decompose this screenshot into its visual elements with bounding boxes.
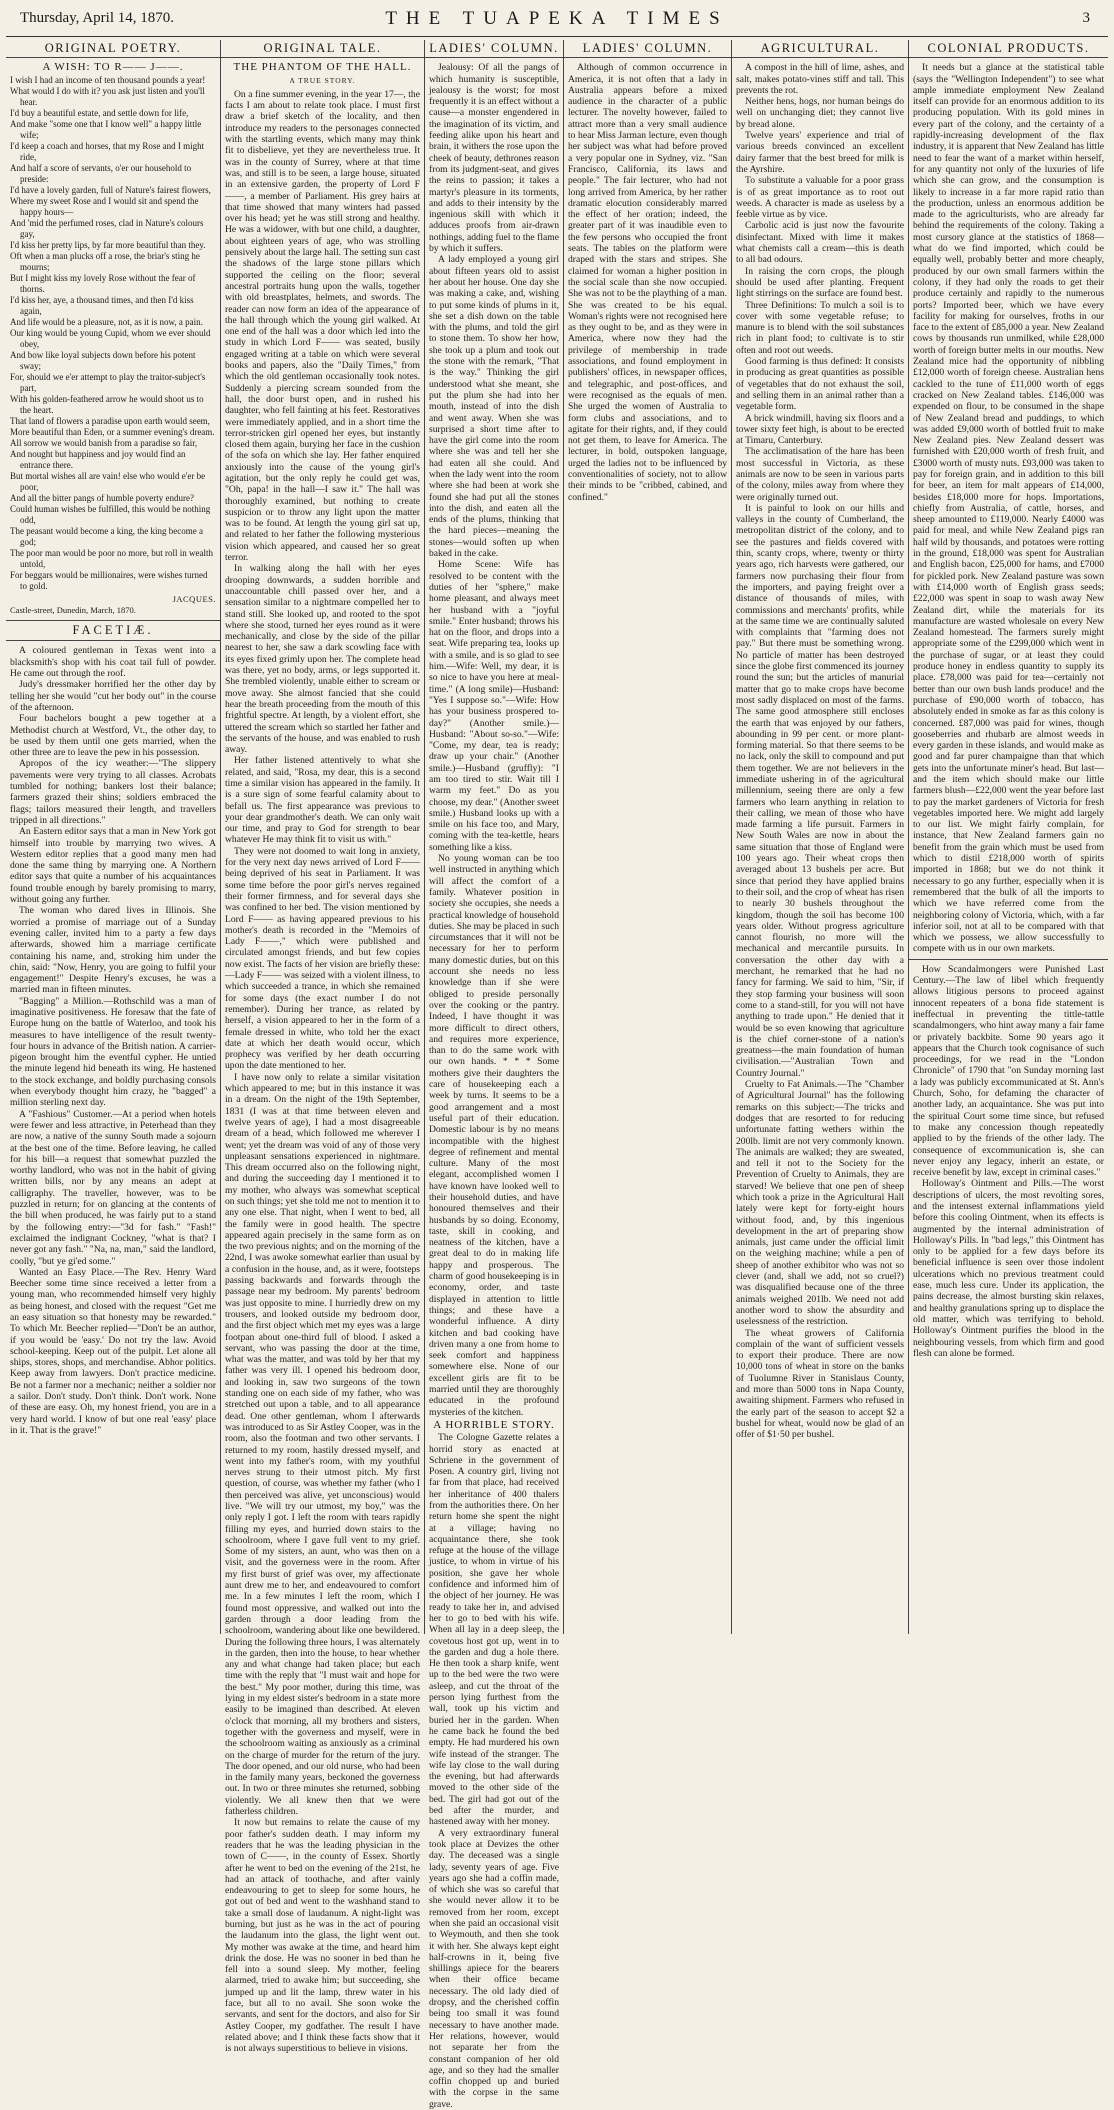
column-heading: LADIES' COLUMN.	[564, 40, 731, 58]
poem-line: I wish I had an income of ten thousand pounds a year!	[10, 74, 206, 85]
story-subtitle: A TRUE STORY.	[289, 75, 356, 85]
poem-line: The poor man would be poor no more, but roll in wealth untold,	[10, 547, 213, 569]
column-tale	[220, 40, 424, 2055]
poem-line: But I might kiss my lovely Rose without the fear of thorns.	[10, 272, 196, 294]
article-paragraph: Three Definitions: To mulch a soil is to cover with some vegetable refuse; to manure is to blend with the soil substances rich in plant food; to cultivate is to stir often and root out weeds.	[736, 299, 904, 356]
masthead	[6, 6, 1108, 37]
article-paragraph: A compost in the hill of lime, ashes, and salt, makes potato-vines stiff and tall. This prevents the rot.	[736, 62, 904, 96]
poem-line: I'd buy a beautiful estate, and settle down for life,	[10, 107, 189, 118]
article-paragraph: To substitute a valuable for a poor grass is of as great importance as to root out weeds. A character is made as useless by a feeble virtue as by vice.	[736, 175, 904, 221]
column-ladies-continued	[563, 40, 731, 1634]
poem-line: Oft when a man plucks off a rose, the briar's sting he mourns;	[10, 250, 200, 272]
article-paragraph: In raising the corn crops, the plough should be used after planting. Frequent light stirrings on the surface are found best.	[736, 265, 904, 300]
section-divider	[6, 640, 220, 641]
column-poetry	[6, 40, 220, 1634]
article-paragraph: The acclimatisation of the hare has been most successful in Victoria, as these animals are now to be seen in various parts of the colony, miles away from where they were originally turned out.	[736, 446, 904, 503]
column-heading: LADIES' COLUMN.	[425, 40, 563, 58]
article-paragraph: Holloway's Ointment and Pills.—The worst descriptions of ulcers, the most revolting sores, and the intensest external inflammations yield before this cooling Ointment, when its effects is augmented by the internal administration of Holloway's Pills. In "bad legs," this Ointment has only to be applied for a few days before its beneficial influence is seen over those indolent ulcerations which no previous treatment could ease, much less cure. Under its application, the pains decrease, the almost bursting skin relaxes, and healthy granulations spring up to displace the old matter, which was terrifying to behold. Holloway's Ointment purifies the blood in the neighbouring vessels, from which firm and good flesh can alone be formed.	[913, 1178, 1104, 1359]
poem-line: What would I do with it? you ask just listen and you'll hear.	[10, 85, 205, 107]
column-heading: AGRICULTURAL.	[732, 40, 908, 58]
column-agricultural	[731, 40, 908, 1634]
article-paragraph: A brick windmill, having six floors and a tower sixty feet high, is about to be erected at Timaru, Canterbury.	[736, 412, 904, 447]
columns	[6, 40, 1108, 2110]
poem-line: Our king would be young Cupid, whom we ever should obey,	[10, 327, 211, 349]
poem-line: For, should we e'er attempt to play the traitor-subject's part,	[10, 371, 206, 393]
facetiae-item: "Bagging" a Million.—Rothschild was a man of imaginative positiveness. He foresaw that the fate of Europe hung on the battle of Waterloo, and took his measures to have intelligence of the result twenty-four hours in advance of the British nation. A carrier-pigeon brought him the eventful cypher. He untied the minute legend hid beneath its wing. He hastened to the stock exchange, and boldly purchasing consols when everybody thought him crazy, he "bagged" a million sterling next day.	[10, 995, 216, 1109]
article-title: A HORRIBLE STORY.	[433, 1418, 555, 1431]
poem-line: But mortal wishes all are vain! else who would e'er be poor,	[10, 470, 206, 492]
poem-line: And bow like loyal subjects down before his potent sway;	[10, 349, 196, 371]
facetiae-item: An Eastern editor says that a man in New York got himself into trouble by marrying two wives. A Western editor replies that a good many men had done the same thing by marrying one. A Northern editor says that quite a number of his acquaintances found trouble enough by barely promising to marry, without going any further.	[10, 826, 216, 906]
story-paragraph: In walking along the hall with her eyes drooping downwards, a sudden horrible and unaccountable chill passed over her, and a sensation similar to a nightmare compelled her to stand still. She looked up, and rooted to the spot where she stood, turned her eyes round as it were mechanically, and close by the side of the pillar nearest to her, she saw a dark scowling face with its eyes fixed grimly upon her. The complete head was there, yet no body, arms, or legs supported it. She trembled violently, unable either to scream or move away. She almost fancied that she could hear the breath proceeding from the mouth of this frightful spectre. At length, by a violent effort, she uttered the scream which so startled her father and the servants of the house, and was enabled to rush away.	[225, 563, 420, 756]
facetiae-item: A "Fashious" Customer.—At a period when hotels were fewer and less attractive, in Peterhead than they are now, a native of the sunny South made a sojourn at the best one of the time. Before leaving, he called for his bill—a request that somewhat puzzled the worthy landlord, who was not in the habit of giving written bills, nor by any means an adept at calligraphy. The traveller, however, was to be puzzled in return; for on glancing at the contents of the bill when produced, he was fairly put to a stand by the following entry:—"3d for fash." "Fash!" exclaimed the indignant Cockney, "what is that? I never got any fash." "Na, na, man," said the landlord, coolly, "but ye gi'ed some."	[10, 1108, 216, 1267]
poem-signature: JACQUES.	[172, 593, 216, 604]
poem-body	[10, 75, 216, 592]
article-paragraph: The Cologne Gazette relates a horrid story as enacted at Schriene in the government of Posen. A country girl, living not far from that place, had received her inheritance of 400 thalers from the authorities there. On her return home she spent the night at a village; having no acquaintance there, she took refuge at the house of the village justice, to whom in virtue of his position, she gave her whole confidence and informed him of the object of her journey. He was ready to take her in, and advised her to go to bed with his wife. When all lay in a deep sleep, the covetous host got up, went in to the garden and dug a hole there. He then took a sharp knife, went up to the bed were the two were asleep, and cut the throat of the person lying furthest from the wall, took up his victim and buried her in the garden. When he came back he found the bed empty. He had murdered his own wife instead of the stranger. The wife lay close to the wall during the evening, but had afterwards moved to the other side of the bed. The girl had got out of the bed after the murder, and hastened away with her money.	[429, 1432, 559, 1828]
poem-line: More beautiful than Eden, or a summer evening's dream.	[10, 426, 215, 437]
article-paragraph: How Scandalmongers were Punished Last Century.—The law of libel which frequently allows litigious persons to proceed against innocent repeaters of a bona fide statement is ineffectual in preventing the tittle-tattle scandalmongers, who hint away many a fair fame or privately backbite. Some 90 years ago it appears that the Church took cognisance of such proceedings, for we read in the "London Chronicle" of 1790 that "on Sunday morning last a lady was publicly excommunicated at St. Ann's Church, Soho, for defaming the character of another lady, an acquaintance. She was put into the spiritual Court some time since, but refused to make any concession though repeatedly applied to by the friends of the other lady. The consequence of excommunication is, she can never enjoy any legacy, inherit an estate, or receive benefit by law, except in criminal cases."	[913, 963, 1104, 1179]
facetiae-item: Apropos of the icy weather:—"The slippery pavements were very trying to all classes. Acrobats tumbled for nothing; bankers lost their balance; farmers grazed their shins; soldiers embraced the flags; tailors measured their length, and travellers tripped in all directions."	[10, 758, 216, 826]
poem-line: And make "some one that I know well" a happy little wife;	[10, 118, 202, 140]
poem-line: Could human wishes be fulfilled, this would be nothing odd,	[10, 503, 211, 525]
section-divider	[6, 620, 220, 621]
poem-line: That land of flowers a paradise upon earth would seem,	[10, 415, 210, 426]
article-paragraph: A very extraordinary funeral took place at Devizes the other day. The deceased was a single lady, seventy years of age. Five years ago she had a coffin made, of which she was so careful that she would never allow it to be removed from her room, except when she paid an occasional visit to Weymouth, and then she took it with her. She always kept eight half-crowns in it, being five shillings apiece for the bearers when their office became necessary. The old lady died of dropsy, and the cherished coffin being too small it was found necessary to have another made. Her relations, however, would not separate her from the constant companion of her old age, and so they had the smaller coffin chopped up and buried with the corpse in the same grave.	[429, 1827, 559, 2110]
poem-line: And all the bitter pangs of humble poverty endure?	[10, 492, 194, 503]
poem-line: All sorrow we would banish from a paradise so fair,	[10, 437, 198, 448]
article-paragraph: Neither hens, hogs, nor human beings do well on unchanging diet; they cannot live by bread alone.	[736, 96, 904, 130]
poem-line: And 'mid the perfumed roses, clad in Nature's colours gay,	[10, 217, 204, 239]
story-title: THE PHANTOM OF THE HALL.	[233, 61, 412, 74]
poem-line: Where my sweet Rose and I would sit and spend the happy hours—	[10, 195, 199, 217]
issue-date: Thursday, April 14, 1870.	[20, 10, 175, 26]
article-paragraph: No young woman can be too well instructed in anything which will affect the comfort of a family. Whatever position in society she occupies, she needs a practical knowledge of household duties. She may be placed in such circumstances that it will not be necessary for her to perform many domestic duties, but on this account she needs no less knowledge than if she were obliged to preside personally over the cooking or the pantry. Indeed, I have thought it was more difficult to direct others, and requires more experience, than to do the same work with our own hands. * * * Some mothers give their daughters the care of housekeeping each a week by turns. It seems to be a good arrangement and a most useful part of their education. Domestic labour is by no means incompatible with the highest degree of refinement and mental culture. Many of the most elegant, accomplished women I have known have looked well to their household duties, and have honoured themselves and their husbands by so doing. Economy, taste, skill in cooking, and neatness of the kitchen, have a great deal to do in making life happy and prosperous. The charm of good housekeeping is in economy, order, and taste displayed in attention to little things; and these have a wonderful influence. A dirty kitchen and bad cooking have driven many a one from home to seek comfort and happiness somewhere else. None of our excellent girls are fit to be married until they are thoroughly educated in the profound mysteries of the kitchen.	[429, 853, 559, 1418]
article-paragraph: It is painful to look on our hills and valleys in the county of Cumberland, the metropolitan district of the colony, and to see the pastures and fields covered with thin, scanty crops, where, twenty or thirty years ago, rich harvests were gathered, our farmers now purchasing their flour from the importers, and paying freight over a distance of thousands of miles, with commissions and merchants' profits, while at the same time we are continually saluted with complaints that "farming does not pay." But there must be something wrong. No particle of matter has been destroyed since the globe first commenced its journey round the sun; but the articles of manurial matter that go to make crops have become most sadly displaced on most of the farms. The same good atmosphere still encloses the earth that was enjoyed by our fathers, abounding in 99 per cent. or more plant-forming material. So that there seems to be no lack, only the skill to compound and put them together. We are not believers in the immediate ushering in of the agricultural millennium, seeing there are only a few farmers who learn anything in relation to their calling, we mean of those who have made farming a life pursuit. Farmers in New South Wales are now in about the same situation that those of England were 100 years ago. Their wheat crops then averaged about 13 bushels per acre. But since that period they have applied brains to their soil, and the crop of wheat has risen to nearly 30 bushels throughout the kingdom, though the soil has become 100 years older. Without progress agriculture cannot flourish, no more will the mechanical and mercantile pursuits. In conversation the other day with a merchant, he remarked that he had no fancy for farming. We said to him, "Sir, if they stop farming your business will soon come to a stand-still, for you will not have anything to trade upon." He denied that it would be so even knowing that agriculture is the chief corner-stone of a nation's greatness—the main foundation of human civilisation.—"Australian Town and Country Journal."	[736, 502, 904, 1079]
column-heading: ORIGINAL TALE.	[221, 40, 424, 58]
facetiae-item: Judy's dressmaker horrified her the other day by telling her she would "cut her body out" in the course of the afternoon.	[10, 679, 216, 713]
story-paragraph: Her father listened attentively to what she related, and said, "Rosa, my dear, this is a second time a similar vision has appeared in the family. It is a sure sign of some fearful calamity about to befall us. The first appearance was previous to your dear grandmother's death. We can only wait our time, and pray to God for strength to bear whatever He may think fit to visit us with."	[225, 755, 420, 846]
poem-line: The peasant would become a king, the king become a god;	[10, 525, 203, 547]
article-paragraph: Twelve years' experience and trial of various breeds convinced an excellent dairy farmer that the best breed for milk is the Ayrshire.	[736, 130, 904, 175]
poem-line: And life would be a pleasure, not, as it is now, a pain.	[10, 316, 203, 327]
section-divider	[909, 959, 1108, 960]
poem-line: And half a score of servants, o'er our household to preside:	[10, 162, 192, 184]
poem-line: For beggars would be millionaires, were wishes turned to gold.	[10, 569, 208, 591]
facetiae-item: Four bachelors bought a pew together at a Methodist church at Westford, Vt., the other day, to be used by them until one gets married, when the other three are to leave the pew in his possession.	[10, 713, 216, 759]
poem-dateline: Castle-street, Dunedin, March, 1870.	[10, 604, 136, 615]
facetiae-item: Wanted an Easy Place.—The Rev. Henry Ward Beecher some time since received a letter from a young man, who recommended himself very highly as being honest, and closed with the request "Get me an easy situation so that honesty may be rewarded." To which Mr. Beecher replied—"Don't be an author, if you would be 'easy.' Do not try the law. Avoid school-keeping. Keep out of the pulpit. Let alone all ships, stores, shops, and merchandise. Abhor politics. Keep away from lawyers. Don't practice medicine. Be not a farmer nor a mechanic; neither a soldier nor a sailor. Don't study. Don't think. Don't work. None of these are easy. Oh, my honest friend, you are in a very hard world. I know of but one real 'easy' place in it. That is the grave!"	[10, 1266, 216, 1436]
poem-title: A WISH: TO R—— J——.	[42, 61, 184, 74]
poem-line: I'd kiss her pretty lips, by far more beautiful than they.	[10, 239, 206, 250]
poem-line: I'd kiss her, aye, a thousand times, and then I'd kiss again,	[10, 294, 194, 316]
article-paragraph: It needs but a glance at the statistical table (says the "Wellington Independent") to see what ample immediate employment New Zealand itself can provide for an enormous addition to its producing population. With its gold mines in every part of the colony, and the certainty of a rapidly-increasing development of the flax industry, it is apparent that New Zealand has little need to fear the want of a market within herself, for any quantity not only of the luxuries of life which she can grow, and the consumption is likely to increase in a far more rapid ratio than the production, unless an enormous addition be made to the agriculturists, who are already far behind the requirements of the colony. Taking a most cursory glance at the statistics of 1868—what do we find imported, which could be equally well, probably better and more cheaply, produced by our own small farmers within the colony, if they had only the roads to get their produce certainly and rapidly to the numerous ports? Imported beer, which we have every facility for making for ourselves, froths in our face to the extent of £85,000 a year. New Zealand cows by thousands run unmilked, while £28,000 worth of foreign butter melts in our mouths. New Zealand mice had the opportunity of nibbling £12,000 worth of foreign cheese. Australian hens cackled to the tune of £11,000 worth of eggs cracked on New Zealand tables. £146,000 was expended on flour, to be consumed in the shape of New Zealand bread and puddings, to which was added £9,000 worth of bottled fruit to make New Zealand pies. New Zealand dessert was furnished with £20,000 worth of fresh fruit, and £3000 worth of musty nuts. £93,000 was taken to pay for foreign grain, and in addition to this bill for beer, an item for malt appears of £14,000, besides £18,000 more for hops. Importations, chiefly from Australia, of cattle, horses, and sheep amounted to £119,000. Nearly £4000 was paid for meal, and while New Zealand pigs ran half wild by thousands, and potatoes were rotting in the ground, £18,000 was spent for Australian and English bacon, £25,000 for hams, and £7000 for pickled pork. New Zealand pasture was sown with £14,000 worth of English grass seeds; £22,000 was spent in soap to wash away New Zealand dirt, while the materials for its manufacture are wasted wholesale on every New Zealand homestead. The farmers surely might appropriate some of the £299,000 which went in the purchase of sugar, or at least they could produce honey in endless quantity to supply its place. £78,000 was paid for tea—certainly not better than our own bush lands produce! and the purchase of £90,000 worth of tobacco, has absolutely ended in smoke as far as this colony is concerned. £87,000 was paid for wines, though gooseberries and rhubarb are almost weeds in every garden in these islands, and would make as good and far purer champaigne than that which gets into the unfortunate miner's head. But last—and the item which should make our little farmers blush—£22,000 went the year before last to pay the market gardeners of Victoria for fresh vegetables imported here. We might add largely to our list. We might fairly complain, for instance, that New Zealand farmers gain no benefit from the grain which must be used from which to distil £218,000 worth of spirits imported in 1868; but we do not think it necessary to go any further, especially when it is remembered that the bulk of all the imports to which we have referred come from the neighboring colony of Victoria, which, with a far inferior soil, not at all to be compared with that which we possess, we allow successfully to compete with us in our own markets.	[913, 62, 1104, 955]
article-paragraph: The wheat growers of California complain of the want of sufficient vessels to export their produce. There are now 10,000 tons of wheat in store on the banks of Tuolumne River in Stanislaus County, and more than 5000 tons in Napa County, awaiting shipment. Farmers who refused in the early part of the season to accept $2 a bushel for wheat, would now be glad of an offer of $1·50 per bushel.	[736, 1327, 904, 1441]
newspaper-title: THE TUAPEKA TIMES	[385, 8, 729, 29]
article-paragraph: Home Scene: Wife has resolved to be content with the duties of her "sphere," make home pleasant, and always meet her husband with a "joyful smile." Enter husband; throws his hat on the floor, and drops into a seat. Wife preparing tea, looks up with a smile, and is so glad to see him.—Wife: Well, my dear, it is so nice to have you here at meal-time." (A long smile)—Husband: "Yes I suppose so."—Wife: How has your business prospered to-day?" (Another smile.)—Husband: "About so-so."—Wife: "Come, my dear, tea is ready; draw up your chair." (Another smile.)—Husband (gruffly): "I am too tired to stir. Wait till I warm my feet." Do as you choose, my dear." (Another sweet smile.) Husband looks up with a smile on his face too, and Mary, coming with the tea-kettle, hears something like a kiss.	[429, 559, 559, 853]
article-paragraph: Good farming is thus defined: It consists in producing as great quantities as possible of vegetables that do not exhaust the soil, and selling them in an animal rather than a vegetable form.	[736, 356, 904, 413]
story-paragraph: On a fine summer evening, in the year 17—, the facts I am about to relate took place. I must first draw a brief sketch of the locality, and then introduce my readers to the personages connected with the startling events, which many may think fit to disbelieve, yet they are nevertheless true. It was in the county of Surrey, where at that time was, and still is to be seen, a large house, situated in an extensive garden, the property of Lord F——, a member of Parliament. His grey hairs at that time showed that many winters had passed over his head; yet he was still strong and healthy. He was a widower, with but one child, a daughter, about eighteen years of age, who was strolling pensively about the large hall. The setting sun cast the shadows of the large stone pillars which supported the ceiling on the floor; several ancestral portraits hung upon the walls, together with old breastplates, helmets, and swords. The reader can now form an idea of the appearance of the hall through which the young girl walked. At one end of the hall was a door which led into the study in which Lord F—— was seated, busily engaged writing at a table on which were several books and papers, also the "Daily Times," from which the old gentleman occasionally took notes. Suddenly a piercing scream sounded from the hall, the door burst open, and in rushed his daughter, who fell fainting at his feet. Restoratives were immediately applied, and in a short time the terror-stricken girl opened her eyes, but instantly closed them again, burying her face in the cushion of the sofa on which she lay. Her father enquired anxiously into the cause of the young girl's agitation, but the only reply he could get was, "Oh, papa! in the hall—I saw it." The hall was thoroughly examined, but nothing to create suspicion or to throw any light upon the matter was to be found. At length the young girl sat up, and related to her father the following mysterious vision which appeared, and caused her so great terror.	[225, 88, 420, 564]
poem-line: I'd keep a coach and horses, that my Rose and I might ride,	[10, 140, 205, 162]
page-number: 3	[1082, 10, 1090, 26]
column-heading: COLONIAL PRODUCTS.	[909, 40, 1108, 58]
poem-line: And nought but happiness and joy would find an entrance there.	[10, 448, 186, 470]
story-paragraph: I have now only to relate a similar visitation which appeared to me; but in this instance it was in a dream. On the night of the 19th September, 1831 (I was at that time between eleven and twelve years of age), I had a most disagreeable dream of a head, which followed me wherever I went; yet the dream was void of any of those very unpleasant sensations experienced in nightmare. This dream occurred also on the following night, and during the succeeding day I mentioned it to my mother, who always was somewhat sceptical on such things; yet she told me not to mention it to any one else. That night, when I went to bed, all the family were in good health. The spectre appeared again precisely in the same form as on the two previous nights; and on the morning of the 22nd, I was awoke somewhat earlier than usual by a confusion in the house, and, as it were, footsteps passing backwards and forwards through the passage near my bedroom. My parents' bedroom was just opposite to mine. I hurriedly drew on my trousers, and looked outside my bedroom door, and the first object which met my eyes was a large footpan about one-third full of blood. I asked a servant, who was passing the door at the time, what was the matter, and was told by her that my father was very ill. I opened his bedroom door, and looking in, saw two surgeons of the town standing one on each side of my father, who was stretched out upon a table, and to all appearance dead. One other gentleman, whom I afterwards was introduced to as Sir Astley Cooper, was in the room, also the footman and two other servants. I returned to my room, hastily dressed myself, and went into my father's room, with my youthful nerves strung to their utmost pitch. My first question, of course, was whether my father (who I then perceived was alive, yet unconscious) would live. "We will try our utmost, my boy," was the only reply I got. I left the room with tears rapidly filling my eyes, and hurried down stairs to the schoolroom, where I gave full vent to my grief. Some of my sisters, an aunt, who was then on a visit, and the governess were in the room. After my first burst of grief was over, my affectionate aunt drew me to her, and endeavoured to comfort me. In a few minutes I left the room, which I found most oppressive, and walked out into the garden through a door leading from the schoolroom, wandering about like one bewildered. During the following three hours, I was alternately in the garden, then into the house, to hear whether any and what change had taken place; but each time with the reply that "I must wait and hope for the best." My poor mother, during this time, was lying in my eldest sister's bedroom in a state more easily to be imagined than described. At eleven o'clock that morning, all my brothers and sisters, together with the governess and myself, were in the schoolroom waiting as anxiously as a criminal on the charge of murder for the return of the jury. The door opened, and our old nurse, who had been in the family many years, beckoned the governess out. In two or three minutes she returned, sobbing violently. We all knew then that we were fatherless children.	[225, 1071, 420, 1818]
article-paragraph: Cruelty to Fat Animals.—The "Chamber of Agricultural Journal" has the following remarks on this subject:—The tricks and dodges that are resorted to for reducing unfortunate fatting wethers within the 200lb. limit are not very commonly known. The animals are walked; they are sweated, and tell it not to the Society for the Prevention of Cruelty to Animals, they are starved! We believe that one pen of sheep which took a prize in the Agricultural Hall lately were kept for forty-eight hours without food, and, by this ingenious development in the art of preparing show animals, just came under the official limit on the weighing machine; while a pen of sheep of another exhibitor who was not so clever (and, shall we add, not so cruel?) was disqualified because one of the three animals weighed 201lb. We need not add another word to show the absurdity and uselessness of the restriction.	[736, 1079, 904, 1328]
facetiae-heading: FACETIÆ.	[72, 623, 154, 638]
poem-line: I'd have a lovely garden, full of Nature's fairest flowers,	[10, 184, 211, 195]
story-paragraph: It now but remains to relate the cause of my poor father's sudden death. I may inform my readers that he was the leading physician in the town of C——, in the county of Essex. Shortly after he went to bed on the evening of the 21st, he had an attack of toothache, and after vainly endeavouring to get to sleep for some hours, he got out of bed and went to the washhand stand to take a small dose of laudanum. A night-light was burning, but just as he was in the act of pouring the laudanum into the glass, the light went out. My mother was awake at the time, and heard him drink the dose. He was no sooner in bed than he fell into a sound sleep. My mother, feeling alarmed, tried to awake him; but succeeding, she jumped up and lit the lamp, threw water in his face, but all to no avail. She soon woke the servants, and sent for the doctors, and also for Sir Astley Cooper, my godfather. The result I have related above; and I think these facts show that it is not always superstitious to believe in visions.	[225, 1817, 420, 2055]
column-heading: ORIGINAL POETRY.	[6, 40, 220, 58]
article-paragraph: Carbolic acid is just now the favourite disinfectant. Mixed with lime it makes what chemists call a cream—this is death to all bad odours.	[736, 220, 904, 266]
facetiae-item: The woman who dared lives in Illinois. She worried a promise of marriage out of a Sunday evening caller, invited him to a party a few days afterwards, showed him a marriage certificate containing his name, and, stroking him under the chin, said: "Now, Henry, you are going to fulfil your engagement!" Despite Henry's excuses, he was a married man in fifteen minutes.	[10, 905, 216, 996]
article-paragraph: Although of common occurrence in America, it is not often that a lady in Australia appears before a mixed audience in the character of a public lecturer. The novelty however, failed to attract more than a very small audience to hear Miss Jarman lecture, even though her subject was what had before proved a very popular one in Sydney, viz. "San Francisco, California, its laws and people." The fair lecturer, who had not long arrived from America, by her rather dramatic elocution considerably marred the effect of her oration; indeed, the greater part of it was inaudible even to the few persons who occupied the front seats. The tables on the platform were draped with the stars and stripes. She claimed for woman a higher position in the social scale than she now occupied. She was not to be the plaything of a man. She was created to be his equal. Woman's rights were not recognised here as they ought to be, and as they were in America, where now they had the privilege of membership in trade associations, and found employment in publishers' offices, in newspaper offices, and telegraphic, and post-offices, and were recognised as the equals of men. She urged the women of Australia to form clubs and associations, and to agitate for their rights, and, if they could not get them, to leave for America. The lecturer, in bold, outspoken language, urged the ladies not to be influenced by conventionalities of society, not to allow their minds to be "cribbed, cabined, and confined."	[568, 62, 727, 503]
story-paragraph: They were not doomed to wait long in anxiety, for the very next day news arrived of Lord F—— being deprived of his seat in Parliament. It was some time before the poor girl's nerves regained their former firmness, and for several days she was confined to her bed. The vision mentioned by Lord F—— as having appeared previous to his mother's death is recorded in the "Memoirs of Lady F——," which were published and circulated amongst friends, and but few copies now exist. The facts of her vision are briefly these:—Lady F—— was seized with a violent illness, to which succeeded a trance, in which she remained for some days (the exact number I do not remember). During her trance, as related by herself, a vision appeared to her in the form of a female dressed in white, who told her the exact date at which her death would occur, which prophecy was verified by her death occurring upon the date mentioned to her.	[225, 845, 420, 1072]
facetiae-item: A coloured gentleman in Texas went into a blacksmith's shop with his coat tail full of powder. He came out through the roof.	[10, 645, 216, 680]
column-ladies	[424, 40, 563, 2110]
article-paragraph: Jealousy: Of all the pangs of which humanity is susceptible, jealousy is the worst; for most frequently it is an effect without a cause—a monster engendered in the imagination of its victim, and feeding alike upon his heart and brain, it withers the rose upon the cheek of beauty, dethrones reason from its judgment-seat, and gives the reins to passion; it takes a martyr's pleasure in its torments, and adds to their intensity by the ingenious skill with which it adduces proofs from air-drawn nothings, adding fuel to the flame by which it suffers.	[429, 62, 559, 255]
article-paragraph: A lady employed a young girl about fifteen years old to assist her about her house. One day she was making a cake, and, wishing to put some kinds of plums in it, she set a dish down on the table with the plums, and told the girl to stone them. To show her how, she took up a plum and took out the stone with the remark, "That is the way." Thinking the girl understood what she meant, she put the plum she had into her mouth, instead of into the dish and went away. When she was surprised a short time after to have the girl come into the room where she was and tell her she had eaten all she could. And when the lady went into the room where she had been at work she found she had put all the stones into the dish, and eaten all the ends of the plums, thinking that the hard pieces—meaning the stones—would soften up when baked in the cake.	[429, 254, 559, 560]
poem-line: With his golden-feathered arrow he would shoot us to the heart.	[10, 393, 204, 415]
newspaper-page	[6, 6, 1108, 2110]
column-colonial-products	[908, 40, 1108, 1634]
